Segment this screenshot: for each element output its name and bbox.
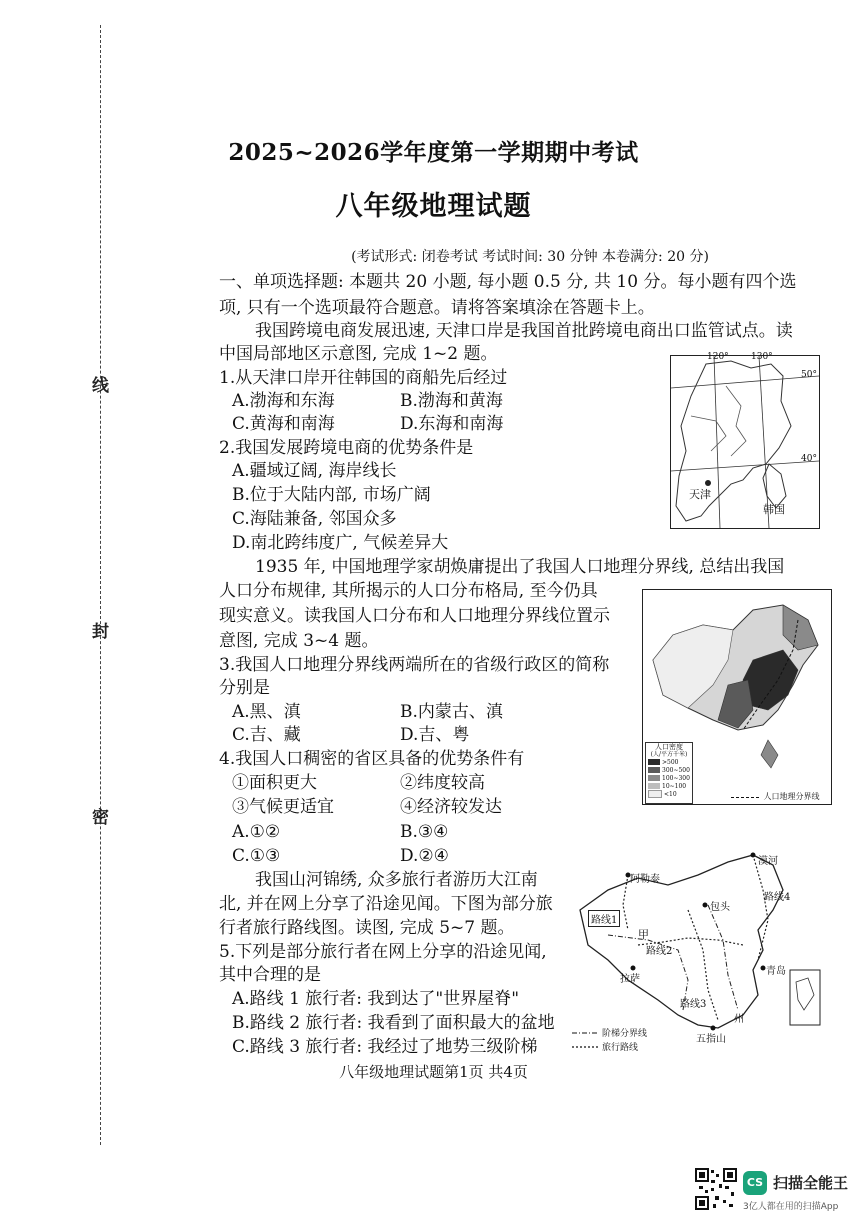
q4-item-2: ②纬度较高 [400,773,485,793]
q1-option-d: D.东海和南海 [400,414,504,434]
q1-option-b: B.渤海和黄海 [400,391,503,411]
legend-row-3 [646,774,692,782]
legend-label-4: 10~100 [662,782,687,790]
scanner-logo: CS [743,1171,767,1195]
q5-stem-line2: 其中合理的是 [219,965,321,985]
intro2-line1: 1935 年, 中国地理学家胡焕庸提出了我国人口地理分界线, 总结出我国 [255,557,785,577]
legend-row-2 [646,766,692,774]
map3-lasa-label: 拉萨 [620,974,640,985]
q3-option-c: C.吉、藏 [232,725,301,745]
legend-unit: (人/平方千米) [650,751,688,758]
q3-option-a: A.黑、滇 [232,702,301,722]
divider-legend-line [731,797,759,798]
q2-option-d: D.南北跨纬度广, 气候差异大 [232,533,449,553]
map3-route1-label: 路线1 [588,910,620,927]
legend-swatch-4 [648,783,660,789]
exam-title: 2025~2026学年度第一学期期中考试 [228,139,639,166]
q1-stem: 1.从天津口岸开往韩国的商船先后经过 [219,368,508,388]
legend-title: 人口密度 [655,743,683,751]
exam-subject-title: 八年级地理试题 [335,191,532,222]
section-heading-line1: 一、单项选择题: 本题共 20 小题, 每小题 0.5 分, 共 10 分。每小题有四个选 [219,272,797,292]
q1-option-c: C.黄海和南海 [232,414,335,434]
scanner-app-name: 扫描全能王 [773,1174,849,1192]
margin-char-xian: 线 [92,376,109,396]
intro3-line2: 北, 并在网上分享了沿途见闻。下图为部分旅 [219,894,553,914]
q5-option-a: A.路线 1 旅行者: 我到达了"世界屋脊" [232,989,520,1009]
map1-lon120-label: 120° [707,352,729,362]
map-population [642,589,832,805]
map3-mohe-label: 漠河 [758,856,778,867]
legend-swatch-2 [648,767,660,773]
map3-altay-label: 阿勒泰 [630,874,660,885]
legend-row-5 [646,790,692,798]
q2-option-b: B.位于大陆内部, 市场广阔 [232,485,431,505]
divider-legend [731,791,820,802]
legend-row-1 [646,758,692,766]
q3-stem-line2: 分别是 [219,678,270,698]
map3-route3-label: 路线3 [680,999,707,1010]
q4-item-3: ③气候更适宜 [232,797,334,817]
population-legend [645,742,693,804]
map3-wuzhishan-label: 五指山 [696,1034,726,1045]
q5-option-b: B.路线 2 旅行者: 我看到了面积最大的盆地 [232,1013,555,1033]
page-footer: 八年级地理试题第1页 共4页 [339,1063,528,1081]
map3-legend-step: 阶梯分界线 [602,1029,648,1039]
intro2-line2: 人口分布规律, 其所揭示的人口分布格局, 至今仍具 [219,581,598,601]
exam-info: (考试形式: 闭卷考试 考试时间: 30 分钟 本卷满分: 20 分) [351,249,709,265]
map3-jia-label: 甲 [638,928,649,941]
map3-baotou-label: 包头 [710,902,730,913]
legend-label-1: >500 [662,758,679,766]
map-china-partial [670,352,820,529]
margin-char-mi: 密 [92,808,109,828]
section-heading-line2: 项, 只有一个选项最符合题意。请将答案填涂在答题卡上。 [219,298,655,318]
map-travel-routes [568,850,840,1060]
q3-option-b: B.内蒙古、滇 [400,702,503,722]
q4-option-c: C.①③ [232,846,281,866]
q2-option-c: C.海陆兼备, 邻国众多 [232,509,397,529]
map3-qingdao-label: 青岛 [766,966,786,977]
q5-option-c: C.路线 3 旅行者: 我经过了地势三级阶梯 [232,1037,538,1057]
intro3-line1: 我国山河锦绣, 众多旅行者游历大江南 [255,870,538,890]
map3-route4-label: 路线4 [764,892,791,903]
map3-zhou-label: 州 [734,1014,744,1025]
q4-option-a: A.①② [232,822,281,842]
map1-korea-label: 韩国 [763,503,785,516]
map-china-partial-drawing [671,356,819,528]
q1-option-a: A.渤海和东海 [232,391,335,411]
intro2-line4: 意图, 完成 3~4 题。 [219,631,379,651]
intro1-line1: 我国跨境电商发展迅速, 天津口岸是我国首批跨境电商出口监管试点。读 [255,321,793,341]
qr-code-icon [695,1168,737,1210]
scanner-tagline: 3亿人都在用的扫描App [743,1202,839,1212]
q5-stem-line1: 5.下列是部分旅行者在网上分享的沿途见闻, [219,942,547,962]
legend-swatch-3 [648,775,660,781]
legend-label-3: 100~300 [662,774,690,782]
intro3-line3: 行者旅行路线图。读图, 完成 5~7 题。 [219,918,515,938]
legend-label-2: 300~500 [662,766,690,774]
legend-label-5: <10 [664,790,677,798]
intro1-line2: 中国局部地区示意图, 完成 1~2 题。 [219,344,498,364]
q2-option-a: A.疆域辽阔, 海岸线长 [232,461,397,481]
q3-stem-line1: 3.我国人口地理分界线两端所在的省级行政区的简称 [219,655,610,675]
legend-swatch-1 [648,759,660,765]
map1-lon130-label: 130° [751,352,773,362]
q4-option-d: D.②④ [400,846,449,866]
map3-legend-route: 旅行路线 [602,1043,639,1053]
intro2-line3: 现实意义。读我国人口分布和人口地理分界线位置示 [219,606,610,626]
map3-route2-label: 路线2 [646,946,673,957]
map1-tianjin-label: 天津 [689,488,711,501]
map1-lat50-label: 50° [801,370,817,380]
divider-legend-label: 人口地理分界线 [763,792,820,801]
map1-lat40-label: 40° [801,454,817,464]
q4-option-b: B.③④ [400,822,449,842]
margin-char-feng: 封 [92,622,109,642]
q4-stem: 4.我国人口稠密的省区具备的优势条件有 [219,749,525,769]
legend-swatch-5 [648,790,662,798]
q4-item-1: ①面积更大 [232,773,317,793]
legend-row-4 [646,782,692,790]
q3-option-d: D.吉、粤 [400,725,470,745]
q4-item-4: ④经济较发达 [400,797,502,817]
q2-stem: 2.我国发展跨境电商的优势条件是 [219,438,474,458]
